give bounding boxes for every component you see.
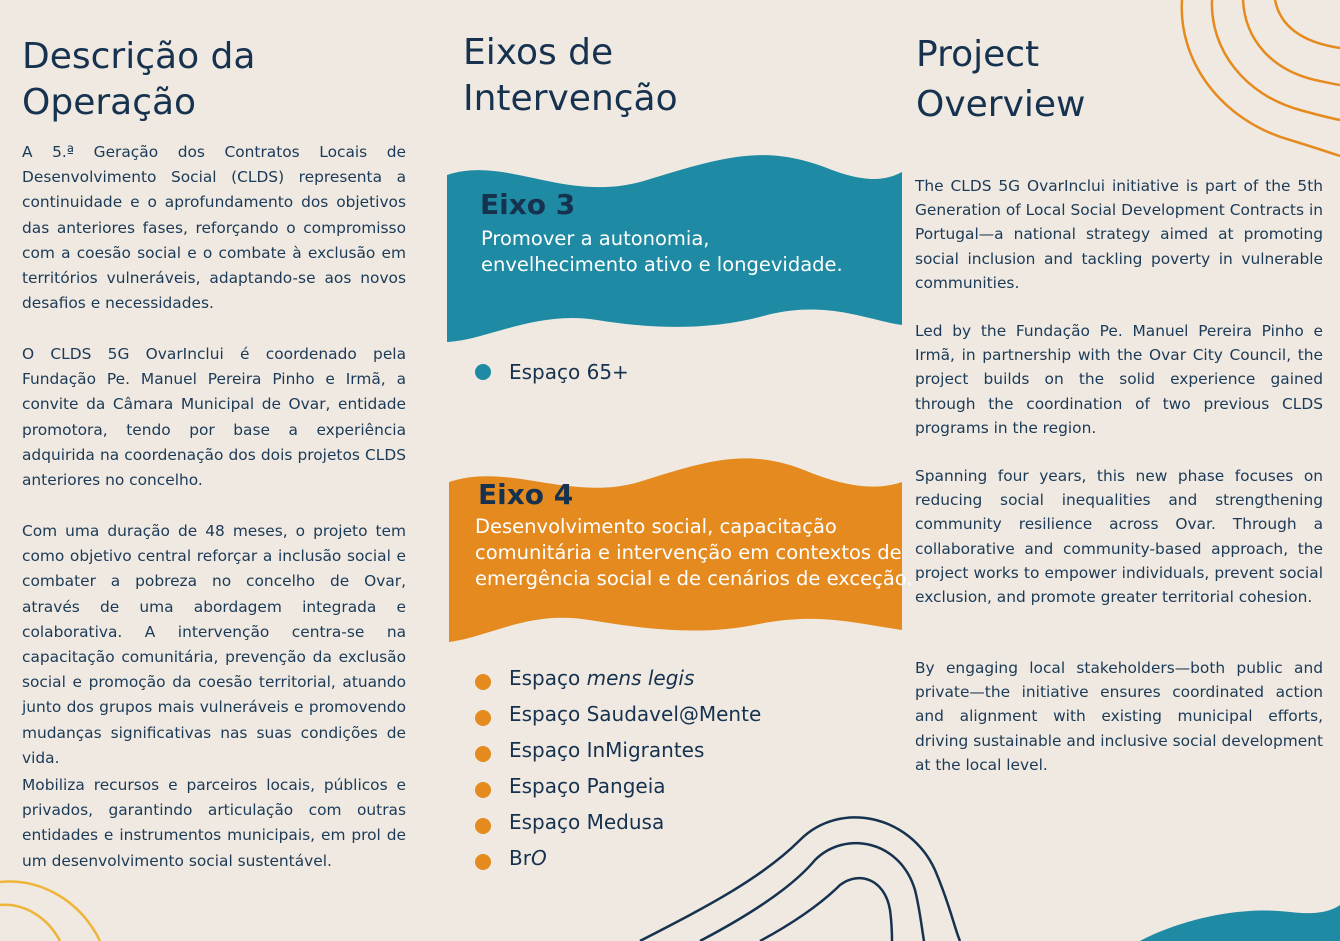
list-item [475, 700, 761, 736]
desc-line: comunitária e intervenção em contextos de [475, 541, 902, 564]
paragraph: O CLDS 5G OvarInclui é coordenado pela Fundação Pe. Manuel Pereira Pinho e Irmã, a convite da Câmara Municipal de Ovar, entidade promotora, tendo por base a experiência adquirida na coordenação dos dois projetos CLDS anteriores no concelho. [22, 345, 406, 490]
paragraph: Led by the Fundação Pe. Manuel Pereira Pinho e Irmã, in partnership with the Ovar City Council, the project builds on the solid experience gained through the coordination of two previous CLDS programs in the region. [915, 322, 1323, 437]
list-item [475, 808, 761, 844]
bullet-dot-icon [475, 818, 491, 834]
desc-line: Desenvolvimento social, capacitação [475, 515, 837, 538]
list-item [475, 360, 629, 384]
bullet-dot-icon [475, 782, 491, 798]
list-item-prefix: Br [509, 846, 531, 870]
list-item-label: Espaço Pangeia [509, 774, 666, 798]
paragraph: Com uma duração de 48 meses, o projeto tem como objetivo central reforçar a inclusão social e combater a pobreza no concelho de Ovar, através de uma abordagem integrada e colaborativa. A intervenção centra-se na capacitação comunitária, prevenção da exclusão social e promoção da coesão territorial, atuando junto dos grupos mais vulneráveis e promovendo mudanças significativas nas suas condições de vida. [22, 522, 406, 767]
paragraph: Spanning four years, this new phase focuses on reducing social inequalities and strengthening community resilience across Ovar. Through a collaborative and community-based approach, the project works to empower individuals, prevent social exclusion, and promote greater territorial cohesion. [915, 467, 1323, 607]
title-line: Intervenção [463, 78, 678, 119]
eixo-4-label: Eixo 4 [478, 478, 574, 511]
list-item-italic: mens legis [586, 666, 695, 690]
eixo-3-description [481, 226, 843, 278]
section-title-eixos [463, 30, 883, 122]
list-item-prefix: Espaço [509, 666, 587, 690]
list-item-label: Espaço Saudavel@Mente [509, 702, 762, 726]
desc-line: envelhecimento ativo e longevidade. [481, 253, 843, 276]
list-item [475, 664, 761, 700]
eixo-4-list [475, 664, 761, 880]
paragraph: The CLDS 5G OvarInclui initiative is part of the 5th Generation of Local Social Development Contracts in Portugal—a national strategy aimed at promoting social inclusion and tackling poverty in vulnerable communities. [915, 177, 1323, 292]
eixo-4-description [475, 514, 913, 592]
bullet-dot-icon [475, 364, 491, 380]
title-line: Eixos de [463, 32, 614, 73]
list-item [475, 772, 761, 808]
section-title-overview [916, 30, 1316, 130]
title-line: Descrição da [22, 36, 256, 77]
eixo-3-list [475, 360, 629, 384]
eixo-3-label: Eixo 3 [480, 188, 576, 221]
paragraph: By engaging local stakeholders—both public and private—the initiative ensures coordinated action and alignment with existing municipal efforts, driving sustainable and inclusive social development at the local level. [915, 659, 1323, 774]
title-line: Overview [916, 84, 1086, 125]
desc-line: emergência social e de cenários de exceção. [475, 567, 913, 590]
list-item [475, 736, 761, 772]
bullet-dot-icon [475, 674, 491, 690]
section-title-descricao [22, 34, 422, 126]
bullet-dot-icon [475, 746, 491, 762]
list-item [475, 844, 761, 880]
list-item-label: Espaço InMigrantes [509, 738, 705, 762]
title-line: Project [916, 34, 1040, 75]
bullet-dot-icon [475, 710, 491, 726]
paragraph: Mobiliza recursos e parceiros locais, públicos e privados, garantindo articulação com outras entidades e instrumentos municipais, em prol de um desenvolvimento social sustentável. [22, 776, 406, 870]
title-line: Operação [22, 82, 197, 123]
desc-line: Promover a autonomia, [481, 227, 710, 250]
list-item-label: Espaço 65+ [509, 360, 629, 384]
bullet-dot-icon [475, 854, 491, 870]
paragraph: A 5.ª Geração dos Contratos Locais de Desenvolvimento Social (CLDS) representa a continuidade e o aprofundamento dos objetivos das anteriores fases, reforçando o compromisso com a coesão social e o combate à exclusão em territórios vulneráveis, adaptando-se aos novos desafios e necessidades. [22, 143, 406, 313]
list-item-label: Espaço Medusa [509, 810, 665, 834]
list-item-italic: O [530, 846, 547, 870]
